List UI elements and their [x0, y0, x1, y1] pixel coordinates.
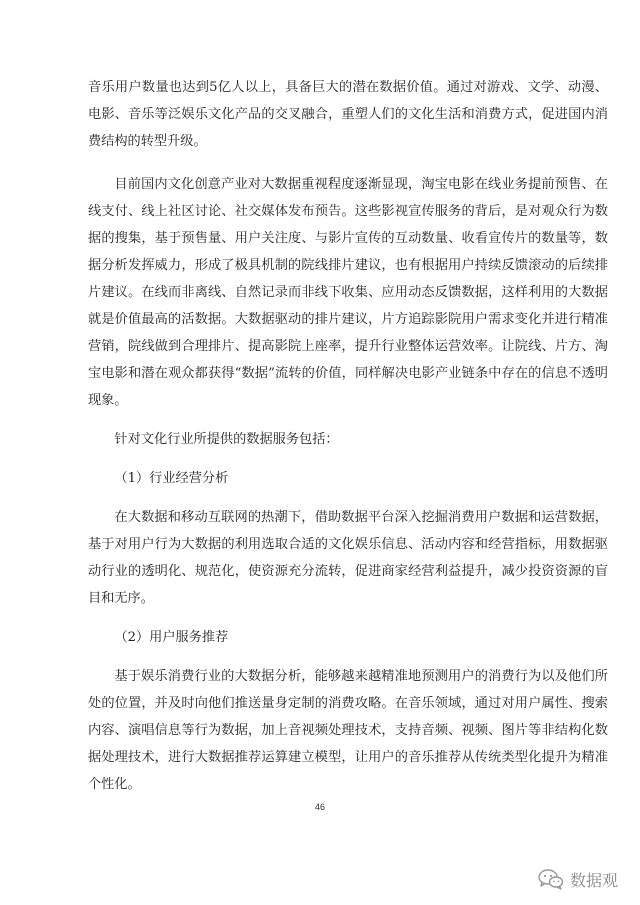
section-heading-2: （2）用户服务推荐 — [114, 630, 229, 645]
watermark — [538, 866, 618, 892]
section-heading-1: （1）行业经营分析 — [114, 471, 229, 486]
wechat-icon — [538, 868, 564, 890]
paragraph-5: 基于娱乐消费行业的大数据分析，能够越来越精准地预测用户的消费行为以及他们所处的位置，并及时向他们推送量身定制的消费攻略。在音乐领域，通过对用户属性、搜索内容、演唱信息等行为数据，加上音视频处理技术，支持音频、视频、图片等非结构化数据处理技术，进行大数据推荐运算建立模型，让用户的音乐推荐从传统类型化提升为精准个性化。 — [88, 669, 608, 792]
paragraph-1: 音乐用户数量也达到5亿人以上，具备巨大的潜在数据价值。通过对游戏、文学、动漫、电影、音乐等泛娱乐文化产品的交叉融合，重塑人们的文化生活和消费方式，促进国内消费结构的转型升级。 — [88, 80, 608, 149]
paragraph-2: 目前国内文化创意产业对大数据重视程度逐渐显现，淘宝电影在线业务提前预售、在线支付、线上社区讨论、社交媒体发布预告。这些影视宣传服务的背后，是对观众行为数据的搜集，基于预售量、用户关注度、与影片宣传的互动数量、收看宣传片的数量等，数据分析发挥威力，形成了极具机制的院线排片建议，也有根据用户持续反馈滚动的后续排片建议。在线而非离线、自然记录而非线下收集、应用动态反馈数据，这样利用的大数据就是价值最高的活数据。大数据驱动的排片建议，片方追踪影院用户需求变化并进行精准营销，院线做到合理排片、提高影院上座率，提升行业整体运营效率。让院线、片方、淘宝电影和潜在观众都获得“数据”流转的价值，同样解决电影产业链条中存在的信息不透明现象。 — [88, 177, 608, 408]
paragraph-3: 针对文化行业所提供的数据服务包括： — [114, 432, 339, 447]
page-number: 46 — [314, 802, 325, 812]
page-body — [88, 74, 608, 798]
paragraph-4: 在大数据和移动互联网的热潮下，借助数据平台深入挖掘消费用户数据和运营数据，基于对用户行为大数据的利用选取合适的文化娱乐信息、活动内容和经营指标，用数据驱动行业的透明化、规范化，使资源充分流转，促进商家经营利益提升，减少投资资源的盲目和无序。 — [88, 510, 608, 606]
watermark-label: 数据观 — [569, 870, 618, 890]
